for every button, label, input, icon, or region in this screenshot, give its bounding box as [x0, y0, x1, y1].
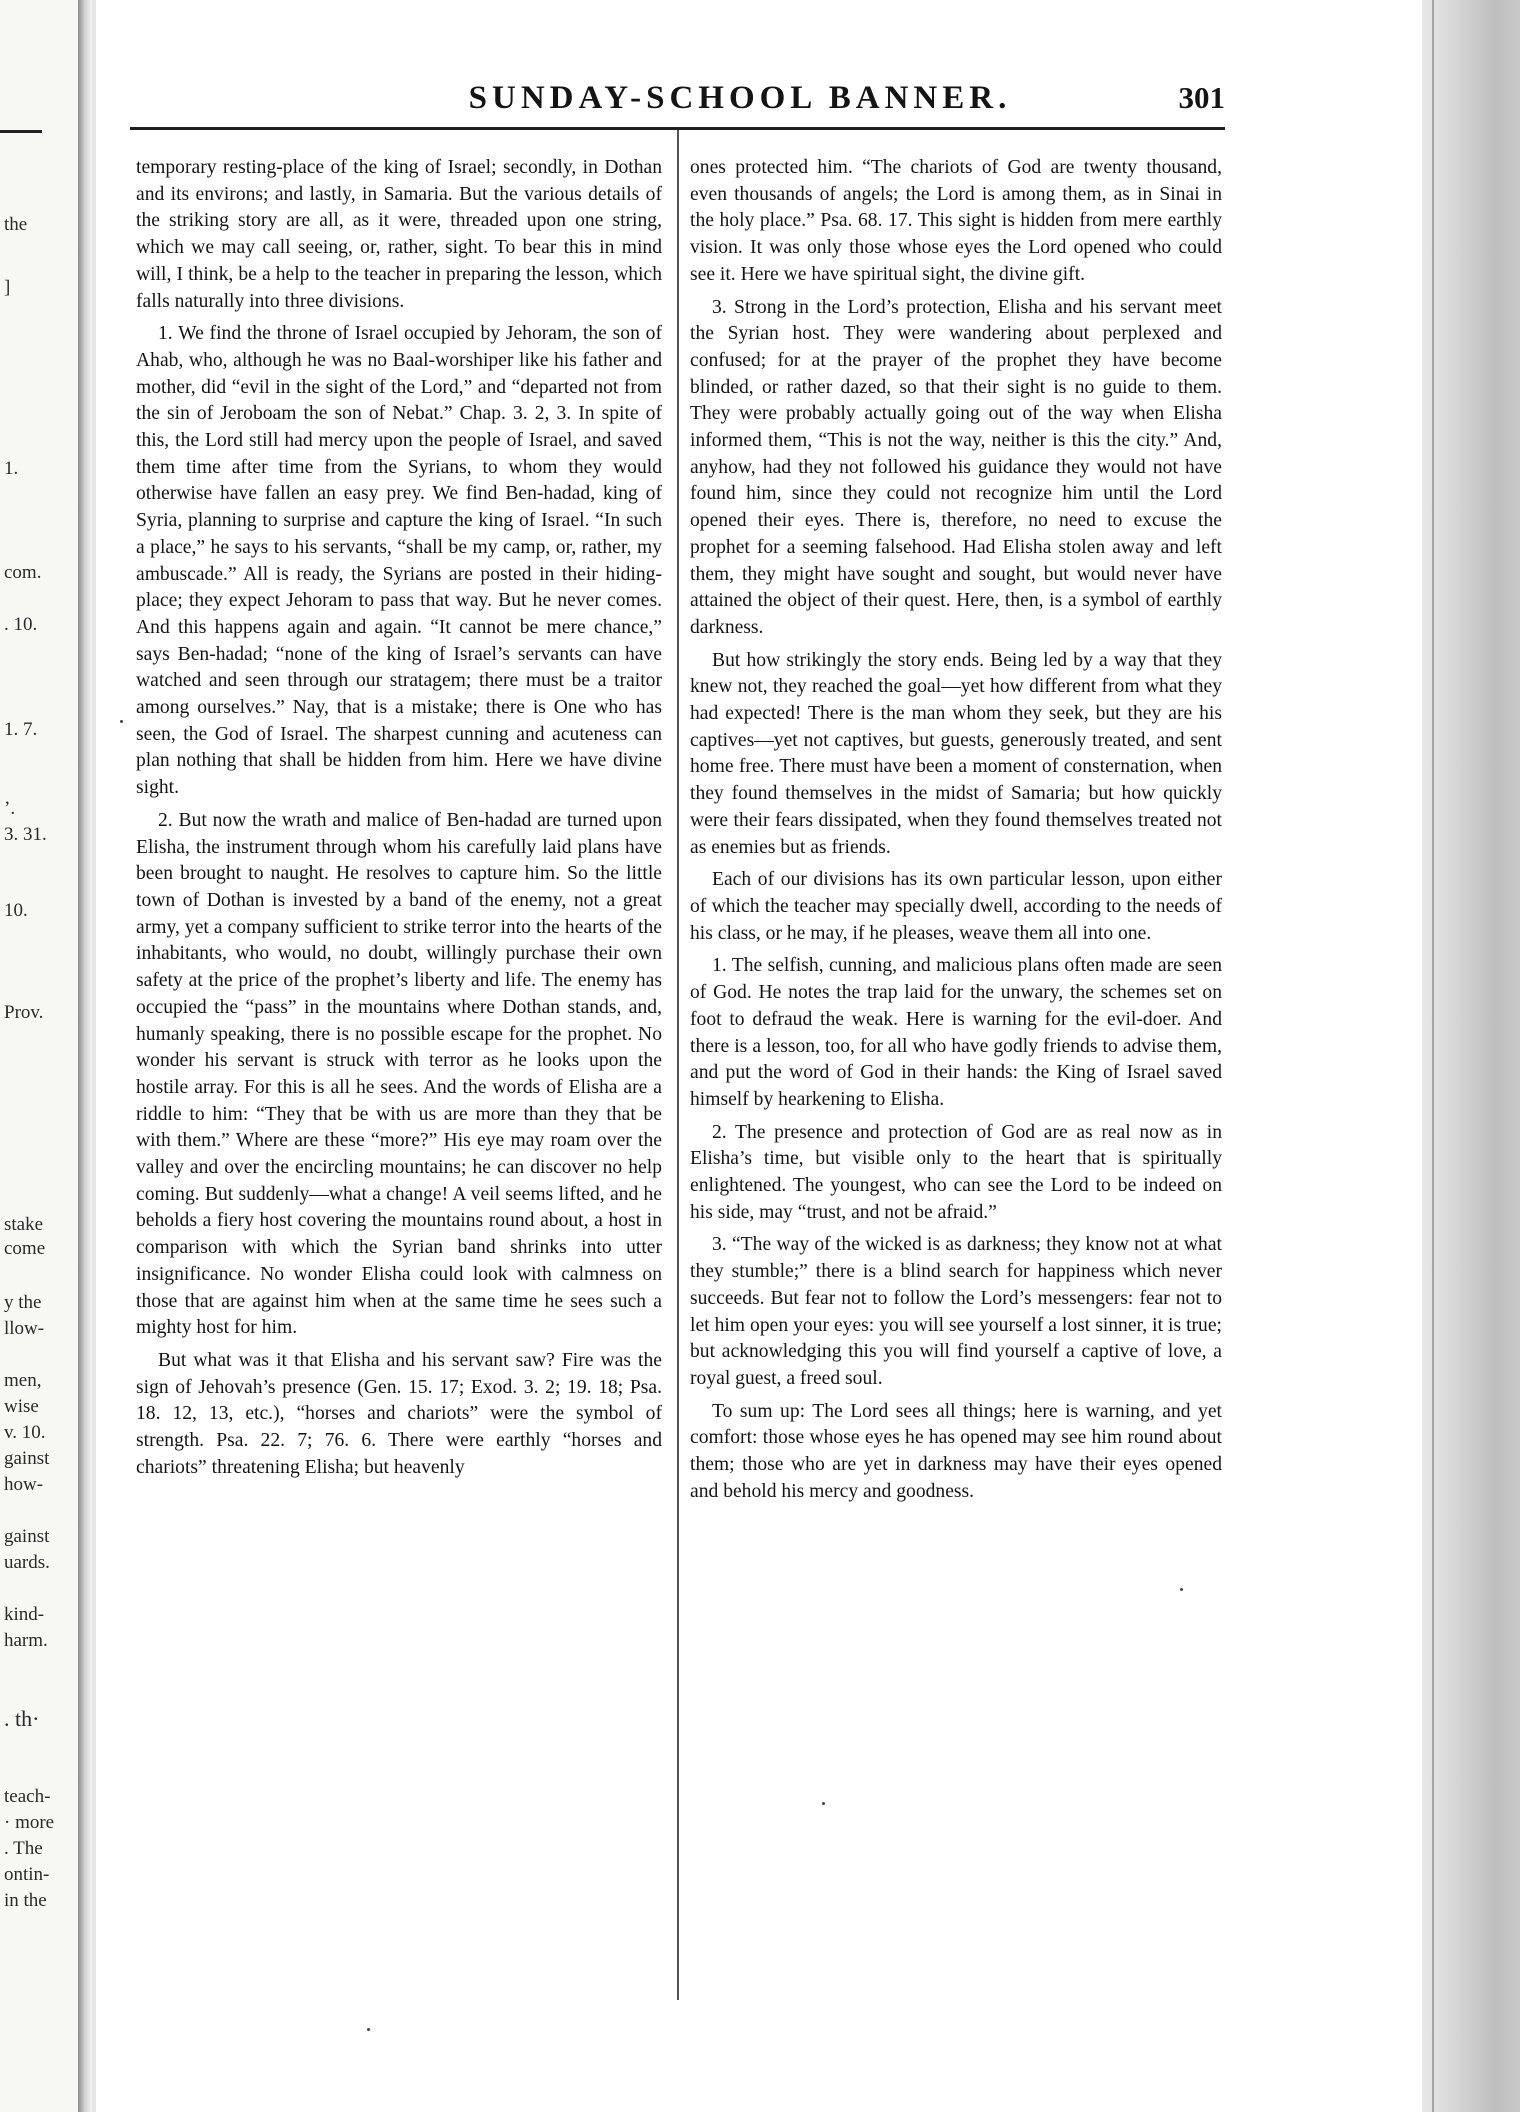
- prev-fragment: men,: [4, 1370, 42, 1391]
- prev-fragment: ’.: [4, 798, 16, 819]
- ink-speck: [1180, 1588, 1183, 1591]
- previous-page-edge: [0, 0, 78, 2112]
- prev-fragment: come: [4, 1238, 46, 1259]
- prev-fragment: . th·: [4, 1706, 40, 1731]
- prev-fragment: how-: [4, 1474, 44, 1495]
- left-column: [136, 155, 662, 1487]
- paragraph: 1. We find the throne of Israel occupied by Jehoram, the son of Ahab, who, although he was no Baal-worshiper like his father and mother, did “evil in the sight of the Lord,” and “departed not from the sin of Jeroboam the son of Nebat.” Chap. 3. 2, 3. In spite of this, the Lord still had mercy upon the people of Israel, and saved them time after time from the Syrians, to whom they would otherwise have fallen an easy prey. We find Ben-hadad, king of Syria, planning to surprise and capture the king of Israel. “In such a place,” he says to his servants, “shall be my camp, or, rather, my ambuscade.” All is ready, the Syrians are posted in their hiding-place; they expect Jehoram to pass that way. But he never comes. And this happens again and again. “It cannot be mere chance,” says Ben-hadad; “none of the king of Israel’s servants can have watched and seen through our stratagem; there must be a traitor among ourselves.” Nay, that is a mistake; there is One who has seen, the God of Israel. The sharpest cunning and acuteness can plan nothing that shall be hidden from him. Here we have divine sight.: [136, 323, 662, 799]
- paragraph: 3. Strong in the Lord’s protection, Elisha and his servant meet the Syrian host. They were wandering about perplexed and confused; for at the prayer of the prophet they have become blinded, or rather dazed, so that their sight is no guide to them. They were probably actually going out of the way when Elisha informed them, “This is not the way, neither is this the city.” And, anyhow, had they not followed his guidance they would not have found him, since they could not recognize him until the Lord opened their eyes. There is, therefore, no need to excuse the prophet for a seeming falsehood. Had Elisha stolen away and left them, they might have sought and sought, but would never have attained the object of their quest. Here, then, is a symbol of earthly darkness.: [690, 296, 1222, 638]
- prev-fragment: · more: [4, 1812, 55, 1833]
- prev-fragment: 1.: [4, 458, 19, 479]
- prev-fragment: ontin-: [4, 1864, 50, 1885]
- prev-fragment: kind-: [4, 1604, 45, 1625]
- prev-fragment: stake: [4, 1214, 44, 1235]
- ink-speck: [822, 1802, 825, 1805]
- page-right-edge: [1422, 0, 1520, 2112]
- prev-fragment: teach-: [4, 1786, 51, 1807]
- paragraph: To sum up: The Lord sees all things; here is warning, and yet comfort: those whose eyes he has opened may see him round about them; those who are yet in darkness may have their eyes opened and behold his mercy and goodness.: [690, 1400, 1222, 1502]
- paragraph: 2. But now the wrath and malice of Ben-hadad are turned upon Elisha, the instrument through whom his carefully laid plans have been brought to naught. He resolves to capture him. So the little town of Dothan is invested by a band of the enemy, not a great army, yet a company sufficient to strike terror into the hearts of the inhabitants, who would, no doubt, willingly purchase their own safety at the price of the prophet’s liberty and life. The enemy has occupied the “pass” in the mountains where Dothan stands, and, humanly speaking, there is no possible escape for the prophet. No wonder his servant is struck with terror as he looks upon the hostile array. For this is all he sees. And the words of Elisha are a riddle to him: “They that be with us are more than they that be with them.” Where are these “more?” His eye may roam over the valley and over the encircling mountains; he can discover no help coming. But suddenly—what a change! A veil seems lifted, and he beholds a fiery host covering the mountains round about, a host in comparison with which the Syrian band shrinks into utter insignificance. No wonder Elisha could look with calmness on those that are against him when at the same time he sees such a mighty host for him.: [136, 809, 662, 1339]
- gutter-highlight: [92, 0, 96, 2112]
- paragraph: But how strikingly the story ends. Being led by a way that they knew not, they reached the goal—yet how different from what they had expected! There is the man whom they seek, but they are his captives—yet not captives, but guests, generously treated, and sent home free. There must have been a moment of consternation, when they found themselves in the midst of Samaria; but how quickly were their fears dissipated, when they found themselves treated not as enemies but as friends.: [690, 649, 1222, 858]
- running-title: SUNDAY-SCHOOL BANNER.: [468, 80, 1012, 116]
- prev-fragment: 10.: [4, 900, 28, 921]
- prev-fragment: v. 10.: [4, 1422, 46, 1443]
- prev-fragment: llow-: [4, 1318, 45, 1339]
- column-divider: [677, 130, 679, 2000]
- prev-fragment: harm.: [4, 1630, 48, 1651]
- prev-fragment: in the: [4, 1890, 47, 1911]
- prev-fragment: Prov.: [4, 1002, 44, 1023]
- page-header: [130, 80, 1225, 132]
- paragraph: 1. The selfish, cunning, and malicious plans often made are seen of God. He notes the trap laid for the unwary, the schemes set on foot to defraud the weak. Here is warning for the evil-doer. And there is a lesson, too, for all who have godly friends to advise them, and put the word of God in their hands: the King of Israel saved himself by hearkening to Elisha.: [690, 955, 1222, 1110]
- page-edge-line: [1432, 0, 1434, 2112]
- paragraph: 2. The presence and protection of God are as real now as in Elisha’s time, but visible only to the heart that is spiritually enlightened. The youngest, who can see the Lord to be indeed on his side, may “trust, and not be afraid.”: [690, 1121, 1222, 1223]
- prev-fragment: com.: [4, 562, 42, 583]
- page-number: 301: [1178, 80, 1225, 115]
- binding-gutter: [78, 0, 92, 2112]
- right-column: [690, 155, 1222, 1511]
- prev-fragment: wise: [4, 1396, 39, 1417]
- paragraph: Each of our divisions has its own particular lesson, upon either of which the teacher may specially dwell, according to the needs of his class, or he may, if he pleases, weave them all into one.: [690, 869, 1222, 944]
- edge-mark: [0, 130, 42, 133]
- paragraph: temporary resting-place of the king of Israel; secondly, in Dothan and its environs; and lastly, in Samaria. But the various details of the striking story are all, as it were, threaded upon one string, which we may call seeing, or, rather, sight. To bear this in mind will, I think, be a help to the teacher in preparing the lesson, which falls naturally into three divisions.: [136, 157, 662, 312]
- prev-fragment: uards.: [4, 1552, 50, 1573]
- paragraph: But what was it that Elisha and his servant saw? Fire was the sign of Jehovah’s presence (Gen. 15. 17; Exod. 3. 2; 19. 18; Psa. 18. 12, 13, etc.), “horses and chariots” were the symbol of strength. Psa. 22. 7; 76. 6. There were earthly “horses and chariots” threatening Elisha; but heavenly: [136, 1349, 662, 1478]
- prev-fragment: gainst: [4, 1526, 50, 1547]
- ink-speck: [367, 2028, 370, 2031]
- prev-fragment: gainst: [4, 1448, 50, 1469]
- prev-fragment: 1. 7.: [4, 719, 38, 740]
- prev-fragment: 3. 31.: [4, 824, 47, 845]
- ink-speck: [120, 720, 123, 723]
- paragraph: ones protected him. “The chariots of God are twenty thousand, even thousands of angels; the Lord is among them, as in Sinai in the holy place.” Psa. 68. 17. This sight is hidden from mere earthly vision. It was only those whose eyes the Lord opened who could see it. Here we have spiritual sight, the divine gift.: [690, 157, 1222, 285]
- prev-fragment: ]: [4, 277, 11, 298]
- prev-fragment: . 10.: [4, 614, 38, 635]
- prev-fragment: the: [4, 214, 28, 235]
- paragraph: 3. “The way of the wicked is as darkness; they know not at what they stumble;” there is a blind search for happiness which never succeeds. But fear not to follow the Lord’s messengers: fear not to let him open your eyes: you will see yourself a lost sinner, it is true; but acknowledging this you will find yourself a captive of love, a royal guest, a freed soul.: [690, 1234, 1222, 1389]
- prev-fragment: y the: [4, 1292, 42, 1313]
- prev-fragment: . The: [4, 1838, 43, 1859]
